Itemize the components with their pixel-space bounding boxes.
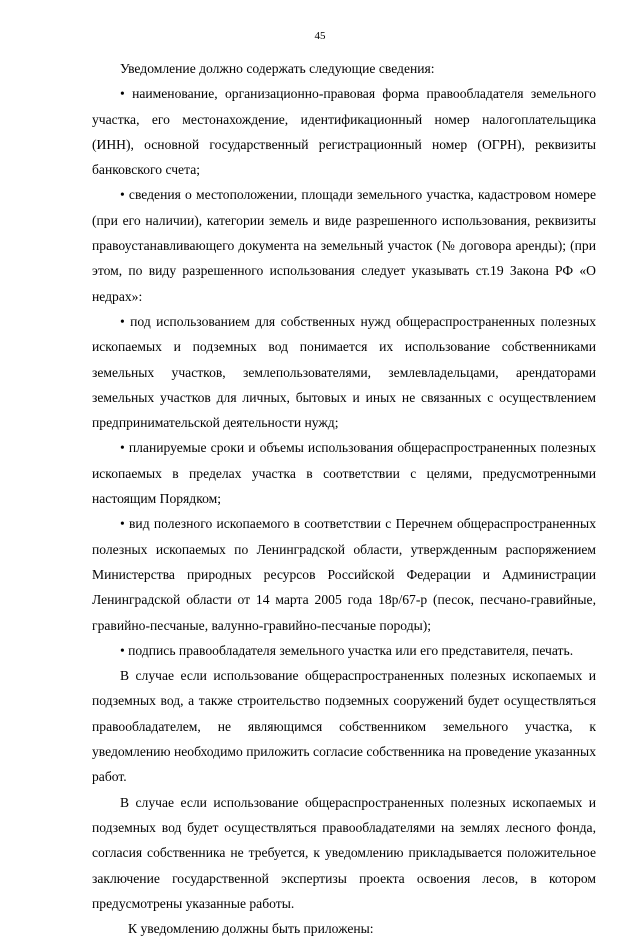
paragraph-intro: Уведомление должно содержать следующие сведения: — [120, 61, 435, 76]
list-item-terms: • планируемые сроки и объемы использования общераспространенных полезных ископаемых в пределах участка в соответствии с целями, предусмотренными настоящим Порядком; — [92, 440, 596, 507]
list-item-location: • сведения о местоположении, площади земельного участка, кадастровом номере (при его наличии), категории земель и виде разрешенного использования, реквизиты правоустанавливающего документа на земельный участок (№ договора аренды); (при этом, по виду разрешенного использования следует указывать ст.19 Закона РФ «О недрах»: — [92, 187, 596, 304]
list-item-own-needs: • под использованием для собственных нужд общераспространенных полезных ископаемых и подземных вод понимается их использование собственниками земельных участков, землепользователями, землевладельцами, арендаторами земельных участков для личных, бытовых и иных не связанных с осуществлением предпринимательской деятельности нужд; — [92, 313, 596, 431]
document-body — [92, 56, 596, 941]
paragraph-attachments: К уведомлению должны быть приложены: — [128, 921, 374, 937]
list-item-signature: • подпись правообладателя земельного участка или его представителя, печать. — [120, 642, 574, 658]
paragraph-forest-lands: В случае если использование общераспространенных полезных ископаемых и подземных вод будет осуществляться правообладателями на землях лесного фонда, согласия собственника не требуется, к уведомлению прикладывается положительное заключение государственной экспертизы проекта освоения лесов, в котором предусмотрены указанные работы. — [92, 794, 596, 911]
paragraph-owner-consent: В случае если использование общераспространенных полезных ископаемых и подземных вод, а также строительство подземных сооружений будет осуществляться правообладателем, не являющимся собственником земельного участка, к уведомлению необходимо приложить согласие собственника на проведение указанных работ. — [92, 668, 596, 785]
list-item-mineral-type: • вид полезного ископаемого в соответствии с Перечнем общераспространенных полезных ископаемых по Ленинградской области, утвержденным распоряжением Министерства природных ресурсов Российской Федерации и Администрации Ленинградской области от 14 марта 2005 года 18р/67-р (песок, песчано-гравийные, гравийно-песчаные, валунно-гравийно-песчаные породы); — [92, 516, 596, 633]
page-number: 45 — [314, 30, 326, 42]
list-item-name: • наименование, организационно-правовая форма правообладателя земельного участка, его местонахождение, идентификационный номер налогоплательщика (ИНН), основной государственный регистрационный номер (ОГРН), реквизиты банковского счета; — [92, 86, 596, 178]
